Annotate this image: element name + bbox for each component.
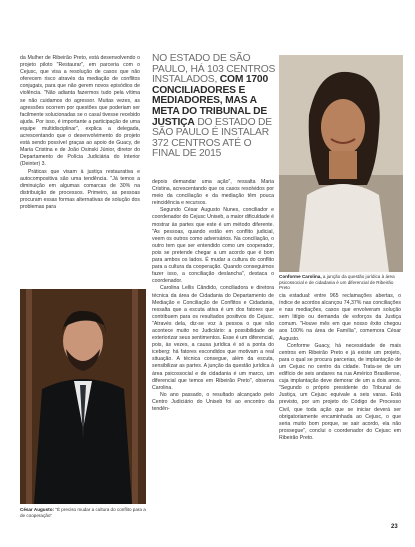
page-number: 23 [391,524,398,530]
carolina-caption-text: a junção da questão jurídica à área psicossocial e de cidadania é um diferencial de Ribeirão Preto [279,274,395,291]
cesar-caption-text: "É preciso mudar a cultura do conflito para a de cooperação" [20,507,146,518]
carolina-caption [279,274,403,291]
left-paragraph: Práticas que visam à justiça restaurativa e autocompositiva são uma tendência. "Já temos a diminuição em algumas comarcas de 30% na distribuição de processos. Primeiro, as pessoas procuram essas formas alternativas de solução dos problemas para [20,168,140,210]
carolina-photo [279,55,403,272]
right-paragraph: Conforme Guacy, há necessidade de mais centros em Ribeirão Preto e já existe um projeto, para o qual se procura parcerias, de implantação de um Cejusc no centro da cidade. Trata-se de um edifício de seis andares na rua Américo Brasiliense, cuja implantação deve demorar de um a dois anos. "Segundo o próprio presidente do Tribunal de Justiça, um Cejusc equivale a seis varas. Está previsto, por um projeto do Código de Processo Civil, que toda ação que se iniciar deverá ser obrigatoriamente encaminhada ao Cejusc, o que seria muito bom porque, se sair acordo, ela não prossegue", conclui o coordenador do Cejusc em Ribeirão Preto. [279,342,401,441]
pull-quote-part1: NO ESTADO DE SÃO PAULO, HÁ 103 CENTROS INSTALADOS, [152,53,276,86]
middle-text-column [152,179,274,413]
middle-paragraph: No ano passado, o resultado alcançado pelo Centro Judiciário do Uniseb foi ao encontro da tendên- [152,391,274,412]
pull-quote-part2: DO ESTADO DE SÃO PAULO É INSTALAR 372 CENTROS ATÉ O FINAL DE 2015 [152,116,272,160]
carolina-caption-name: Conforme Carolina, [279,274,322,279]
cesar-photo-illustration [20,289,146,504]
left-text-column [20,55,140,211]
pull-quote-bold: COM 1700 CONCILIADORES E MEDIADORES, MAS A META DO TRIBUNAL DE JUSTIÇA [152,74,268,128]
right-text-column [279,293,401,442]
middle-paragraph: Carolina Lellis Cândido, conciliadora e diretora técnica da área de Cidadania do Departamento de Mediação e Conciliação de Conflitos e Cidadania, ressalta que a escuta ativa é um dos fatores que contribuem para os resultados positivos do Cejusc. "Através dela, diz-se voz à pessoa o que não acontece muito no Judiciário: a possibilidade de exteriorizar seus sentimentos. Esse é um diferencial, pois, às vezes, a causa jurídica é só a ponta do iceberg: há fatores escondidos que motivam a real situação. A técnica consegue, além da escuta, sensibilizar as partes. A junção da questão jurídica à área psicossocial e de cidadania é um marco, um diferencial que temos em Ribeirão Preto", observa Carolina. [152,285,274,391]
right-paragraph: cia estadual: entre 965 reclamações abertas, o índice de acordos alcançou 74,37% nas conciliações e nas mediações, casos que envolveram solução sem litígio ou demanda de esforços da Justiça comum. "Houve mês em que nosso êxito chegou aos 100% na área de Família", comemora César Augusto. [279,293,401,342]
pull-quote [152,54,276,160]
cesar-caption [20,507,146,518]
cesar-photo [20,289,146,504]
carolina-photo-illustration [279,55,403,272]
middle-paragraph: depois demandar uma ação", ressalta Maria Cristina, acrescentando que os casos resolvidos por meio da conciliação e da mediação têm pouca reincidência e recursos. [152,179,274,207]
left-paragraph: da Mulher de Ribeirão Preto, está desenvolvendo o projeto piloto "Restaurar", em parceria com o Cejusc, que visa a resolução de casos que não oferecem risco através da mediação de conflitos conjugais, para que não gerem novos episódios de violência. "Não adianta fazermos tudo pela vítima se não cuidamos do agressor. Muitas vezes, as agressões ocorrem por questões que poderiam ser facilmente solucionadas se o casal tivesse recebido ajuda. Por isso, é importante a participação de uma equipe multidisciplinar", explica a delegada, acrescentando que o desenvolvimento do projeto está sendo possível graças ao apoio de Guacy, de Maria Cristina e de João Osinski Júnior, diretor do Departamento de Polícia Judiciária do Interior (Deinter) 3. [20,55,140,168]
middle-paragraph: Segundo César Augusto Nunes, conciliador e coordenador do Cejusc Uniseb, a maior dificuldade é mostrar às partes que este é um método diferente. "As pessoas, quando estão em conflito judicial, veem os outros como adversários. Na conciliação, o outro tem que ser entendido como um cooperador, pois se pretende chegar a um acordo que é bom para ambos os lados. É mudar a cultura do conflito para a cultura da cooperação. Quando conseguimos fazer isso, a conciliação deslancha", destaca o coordenador. [152,207,274,285]
cesar-caption-name: César Augusto: [20,507,55,512]
